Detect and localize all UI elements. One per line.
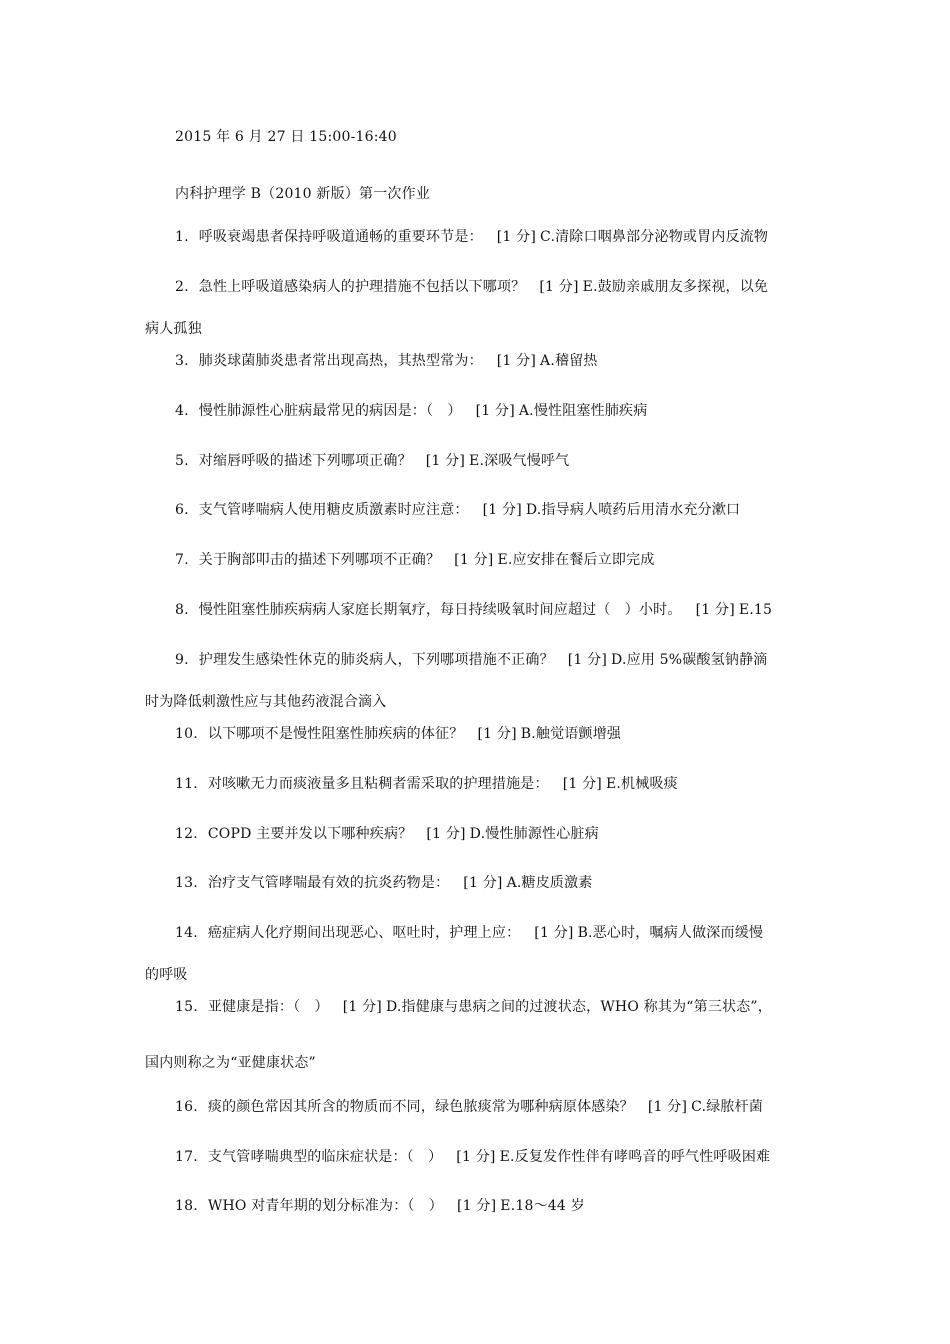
question-score: [1 分] (562, 776, 602, 792)
question-item (175, 650, 767, 670)
question-text: 亚健康是指：（ ） (207, 999, 329, 1015)
question-number: 3. (175, 353, 189, 369)
question-answer: D.指导病人喷药后用清水充分漱口 (525, 502, 741, 518)
question-item (175, 500, 740, 520)
question-answer: D.慢性肺源性心脏病 (469, 826, 599, 842)
question-text: 对咳嗽无力而痰液量多且粘稠者需采取的护理措施是： (207, 776, 549, 792)
question-answer: E.反复发作性伴有哮鸣音的呼气性呼吸困难 (499, 1149, 771, 1165)
question-text: WHO 对青年期的划分标准为：（ ） (207, 1198, 444, 1214)
question-item (175, 227, 768, 247)
question-number: 8. (175, 602, 189, 618)
question-item (175, 774, 678, 794)
question-item (175, 550, 655, 570)
question-score: [1 分] (539, 279, 579, 295)
question-item (175, 873, 593, 893)
question-text: 对缩唇呼吸的描述下列哪项正确？ (198, 453, 412, 469)
question-number: 6. (175, 502, 189, 518)
question-number: 17. (175, 1149, 198, 1165)
question-answer: E.机械吸痰 (605, 776, 678, 792)
question-item (175, 824, 599, 844)
question-answer: D.应用 5%碳酸氢钠静滴 (611, 652, 768, 668)
question-answer: E.18～44 岁 (500, 1198, 585, 1214)
question-score: [1 分] (482, 502, 522, 518)
question-continuation: 时为降低刺激性应与其他药液混合滴入 (145, 694, 387, 710)
question-answer: E.应安排在餐后立即完成 (497, 552, 655, 568)
question-item (175, 1147, 770, 1167)
question-score: [1 分] (454, 552, 494, 568)
question-text: 治疗支气管哮喘最有效的抗炎药物是： (207, 875, 450, 891)
question-score: [1 分] (534, 925, 574, 941)
document-title: 内科护理学 B（2010 新版）第一次作业 (175, 186, 431, 202)
question-answer: A.慢性阻塞性肺疾病 (518, 403, 648, 419)
question-number: 5. (175, 453, 189, 469)
question-number: 14. (175, 925, 198, 941)
question-score: [1 分] (463, 875, 503, 891)
question-text: 支气管哮喘病人使用糖皮质激素时应注意： (198, 502, 469, 518)
question-answer: A.糖皮质激素 (506, 875, 593, 891)
question-text: 护理发生感染性休克的肺炎病人，下列哪项措施不正确？ (198, 652, 554, 668)
question-item (175, 401, 647, 421)
question-number: 9. (175, 652, 189, 668)
question-text: 肺炎球菌肺炎患者常出现高热，其热型常为： (198, 353, 483, 369)
question-item (175, 923, 763, 943)
question-answer: B.恶心时，嘱病人做深而缓慢 (577, 925, 764, 941)
question-item (175, 351, 598, 371)
question-answer: E.鼓励亲戚朋友多探视，以免 (582, 279, 769, 295)
question-text: COPD 主要并发以下哪种疾病？ (207, 826, 413, 842)
question-score: [1 分] (425, 453, 466, 469)
question-score: [1 分] (496, 229, 537, 245)
question-number: 12. (175, 826, 198, 842)
question-score: [1 分] (456, 1149, 496, 1165)
question-item (175, 1097, 763, 1117)
question-number: 18. (175, 1198, 198, 1214)
question-number: 11. (175, 776, 198, 792)
question-continuation: 病人孤独 (145, 321, 202, 337)
question-score: [1 分] (457, 1198, 497, 1214)
question-answer: C.清除口咽鼻部分泌物或胃内反流物 (540, 229, 769, 245)
question-text: 癌症病人化疗期间出现恶心、呕吐时，护理上应： (207, 925, 521, 941)
question-text: 关于胸部叩击的描述下列哪项不正确？ (198, 552, 441, 568)
question-score: [1 分] (695, 602, 735, 618)
question-score: [1 分] (496, 353, 537, 369)
question-answer: E.深吸气慢呼气 (469, 453, 570, 469)
question-text: 痰的颜色常因其所含的物质而不同，绿色脓痰常为哪种病原体感染？ (207, 1099, 634, 1115)
question-text: 急性上呼吸道感染病人的护理措施不包括以下哪项？ (198, 279, 526, 295)
question-text: 呼吸衰竭患者保持呼吸道通畅的重要环节是： (198, 229, 483, 245)
question-number: 16. (175, 1099, 198, 1115)
question-number: 10. (175, 726, 198, 742)
question-answer: C.绿脓杆菌 (691, 1099, 764, 1115)
document-datetime: 2015 年 6 月 27 日 15:00-16:40 (175, 129, 397, 145)
question-item (175, 451, 569, 471)
question-score: [1 分] (475, 403, 515, 419)
question-text: 慢性肺源性心脏病最常见的病因是：（ ） (198, 403, 462, 419)
question-number: 4. (175, 403, 189, 419)
question-answer: E.15 (738, 602, 773, 618)
question-number: 13. (175, 875, 198, 891)
question-item (175, 600, 772, 620)
question-item (175, 277, 768, 297)
question-score: [1 分] (477, 726, 517, 742)
question-answer: A.稽留热 (540, 353, 598, 369)
question-number: 7. (175, 552, 189, 568)
question-score: [1 分] (647, 1099, 688, 1115)
question-answer: B.触觉语颤增强 (520, 726, 622, 742)
question-item (175, 997, 772, 1017)
question-text: 慢性阻塞性肺疾病病人家庭长期氧疗，每日持续吸氧时间应超过（ ）小时。 (198, 602, 682, 618)
question-continuation: 国内则称之为“亚健康状态” (145, 1055, 316, 1071)
question-text: 以下哪项不是慢性阻塞性肺疾病的体征？ (207, 726, 464, 742)
question-item (175, 724, 621, 744)
question-score: [1 分] (426, 826, 466, 842)
question-answer: D.指健康与患病之间的过渡状态，WHO 称其为“第三状态”， (385, 999, 772, 1015)
question-item (175, 1196, 585, 1216)
question-number: 1. (175, 229, 189, 245)
question-number: 2. (175, 279, 189, 295)
question-number: 15. (175, 999, 198, 1015)
question-text: 支气管哮喘典型的临床症状是：（ ） (207, 1149, 443, 1165)
question-continuation: 的呼吸 (145, 967, 188, 983)
question-score: [1 分] (567, 652, 608, 668)
question-score: [1 分] (342, 999, 382, 1015)
